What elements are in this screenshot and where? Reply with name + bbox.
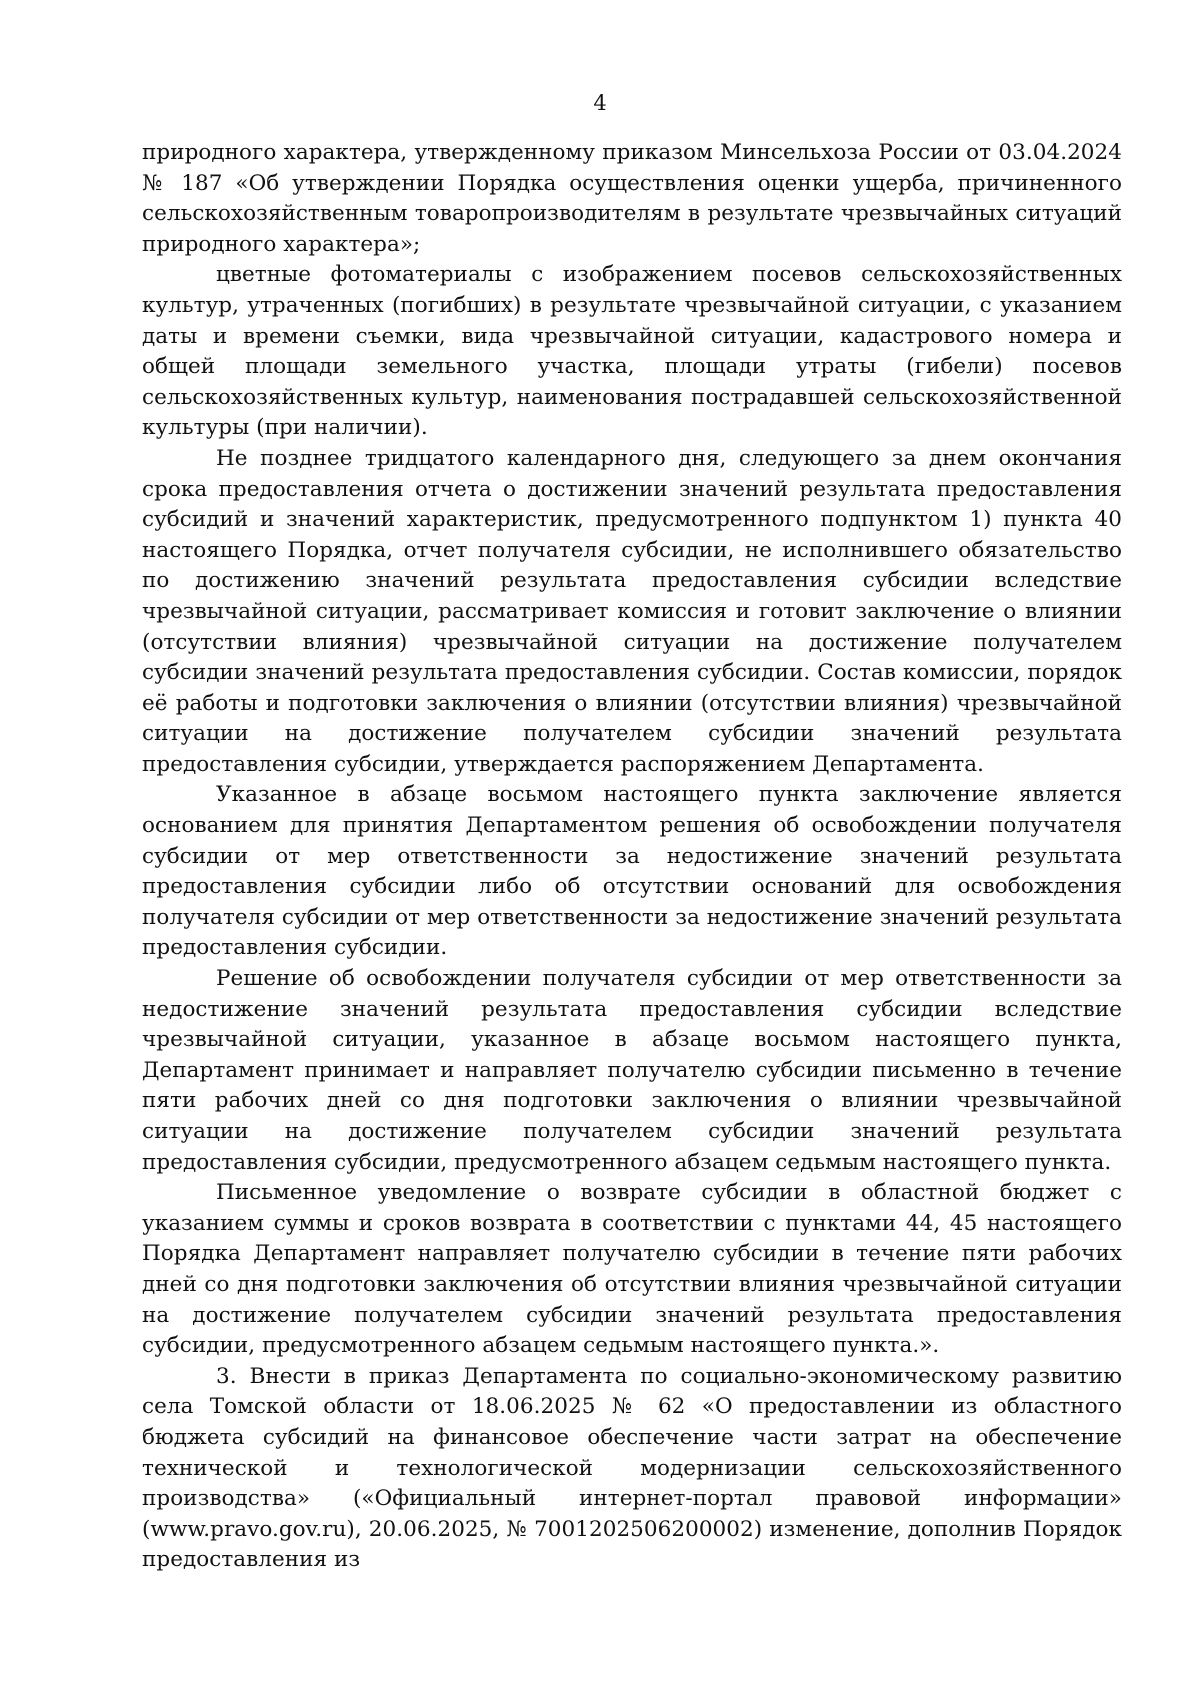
paragraph-2: цветные фотоматериалы с изображением посевов сельскохозяйственных культур, утраченных (погибших) в результате чрезвычайной ситуации, с указанием даты и времени съемки, вида чрезвычайной ситуации, кадастрового номера и общей площади земельного участка, площади утраты (гибели) посевов сельскохозяйственных культур, наименования пострадавшей сельскохозяйственной культуры (при наличии).: [142, 262, 1122, 441]
document-body: [142, 138, 1122, 1576]
paragraph-1: природного характера, утвержденному приказом Минсельхоза России от 03.04.2024 № 187 «Об утверждении Порядка осуществления оценки ущерба, причиненного сельскохозяйственным товаропроизводителям в результате чрезвычайных ситуаций природного характера»;: [142, 140, 1122, 257]
page-number: 4: [593, 91, 607, 115]
paragraph-5: Решение об освобождении получателя субсидии от мер ответственности за недостижение значений результата предоставления субсидии вследствие чрезвычайной ситуации, указанное в абзаце восьмом настоящего пункта, Департамент принимает и направляет получателю субсидии письменно в течение пяти рабочих дней со дня подготовки заключения о влиянии чрезвычайной ситуации на достижение получателем субсидии значений результата предоставления субсидии, предусмотренного абзацем седьмым настоящего пункта.: [142, 966, 1122, 1175]
paragraph-4: Указанное в абзаце восьмом настоящего пункта заключение является основанием для принятия Департаментом решения об освобождении получателя субсидии от мер ответственности за недостижение значений результата предоставления субсидии либо об отсутствии оснований для освобождения получателя субсидии от мер ответственности за недостижение значений результата предоставления субсидии.: [142, 782, 1122, 961]
paragraph-7: 3. Внести в приказ Департамента по социально-экономическому развитию села Томской области от 18.06.2025 № 62 «О предоставлении из областного бюджета субсидий на финансовое обеспечение части затрат на обеспечение технической и технологической модернизации сельскохозяйственного производства» («Официальный интернет-портал правовой информации» (www.pravo.gov.ru), 20.06.2025, № 7001202506200002) изменение, дополнив Порядок предоставления из: [142, 1363, 1122, 1573]
paragraph-6: Письменное уведомление о возврате субсидии в областной бюджет с указанием суммы и сроков возврата в соответствии с пунктами 44, 45 настоящего Порядка Департамент направляет получателю субсидии в течение пяти рабочих дней со дня подготовки заключения об отсутствии влияния чрезвычайной ситуации на достижение получателем субсидии значений результата предоставления субсидии, предусмотренного абзацем седьмым настоящего пункта.».: [142, 1180, 1122, 1359]
paragraph-3: Не позднее тридцатого календарного дня, следующего за днем окончания срока предоставления отчета о достижении значений результата предоставления субсидий и значений характеристик, предусмотренного подпунктом 1) пункта 40 настоящего Порядка, отчет получателя субсидии, не исполнившего обязательство по достижению значений результата предоставления субсидии вследствие чрезвычайной ситуации, рассматривает комиссия и готовит заключение о влиянии (отсутствии влияния) чрезвычайной ситуации на достижение получателем субсидии значений результата предоставления субсидии. Состав комиссии, порядок её работы и подготовки заключения о влиянии (отсутствии влияния) чрезвычайной ситуации на достижение получателем субсидии значений результата предоставления субсидии, утверждается распоряжением Департамента.: [142, 445, 1122, 777]
